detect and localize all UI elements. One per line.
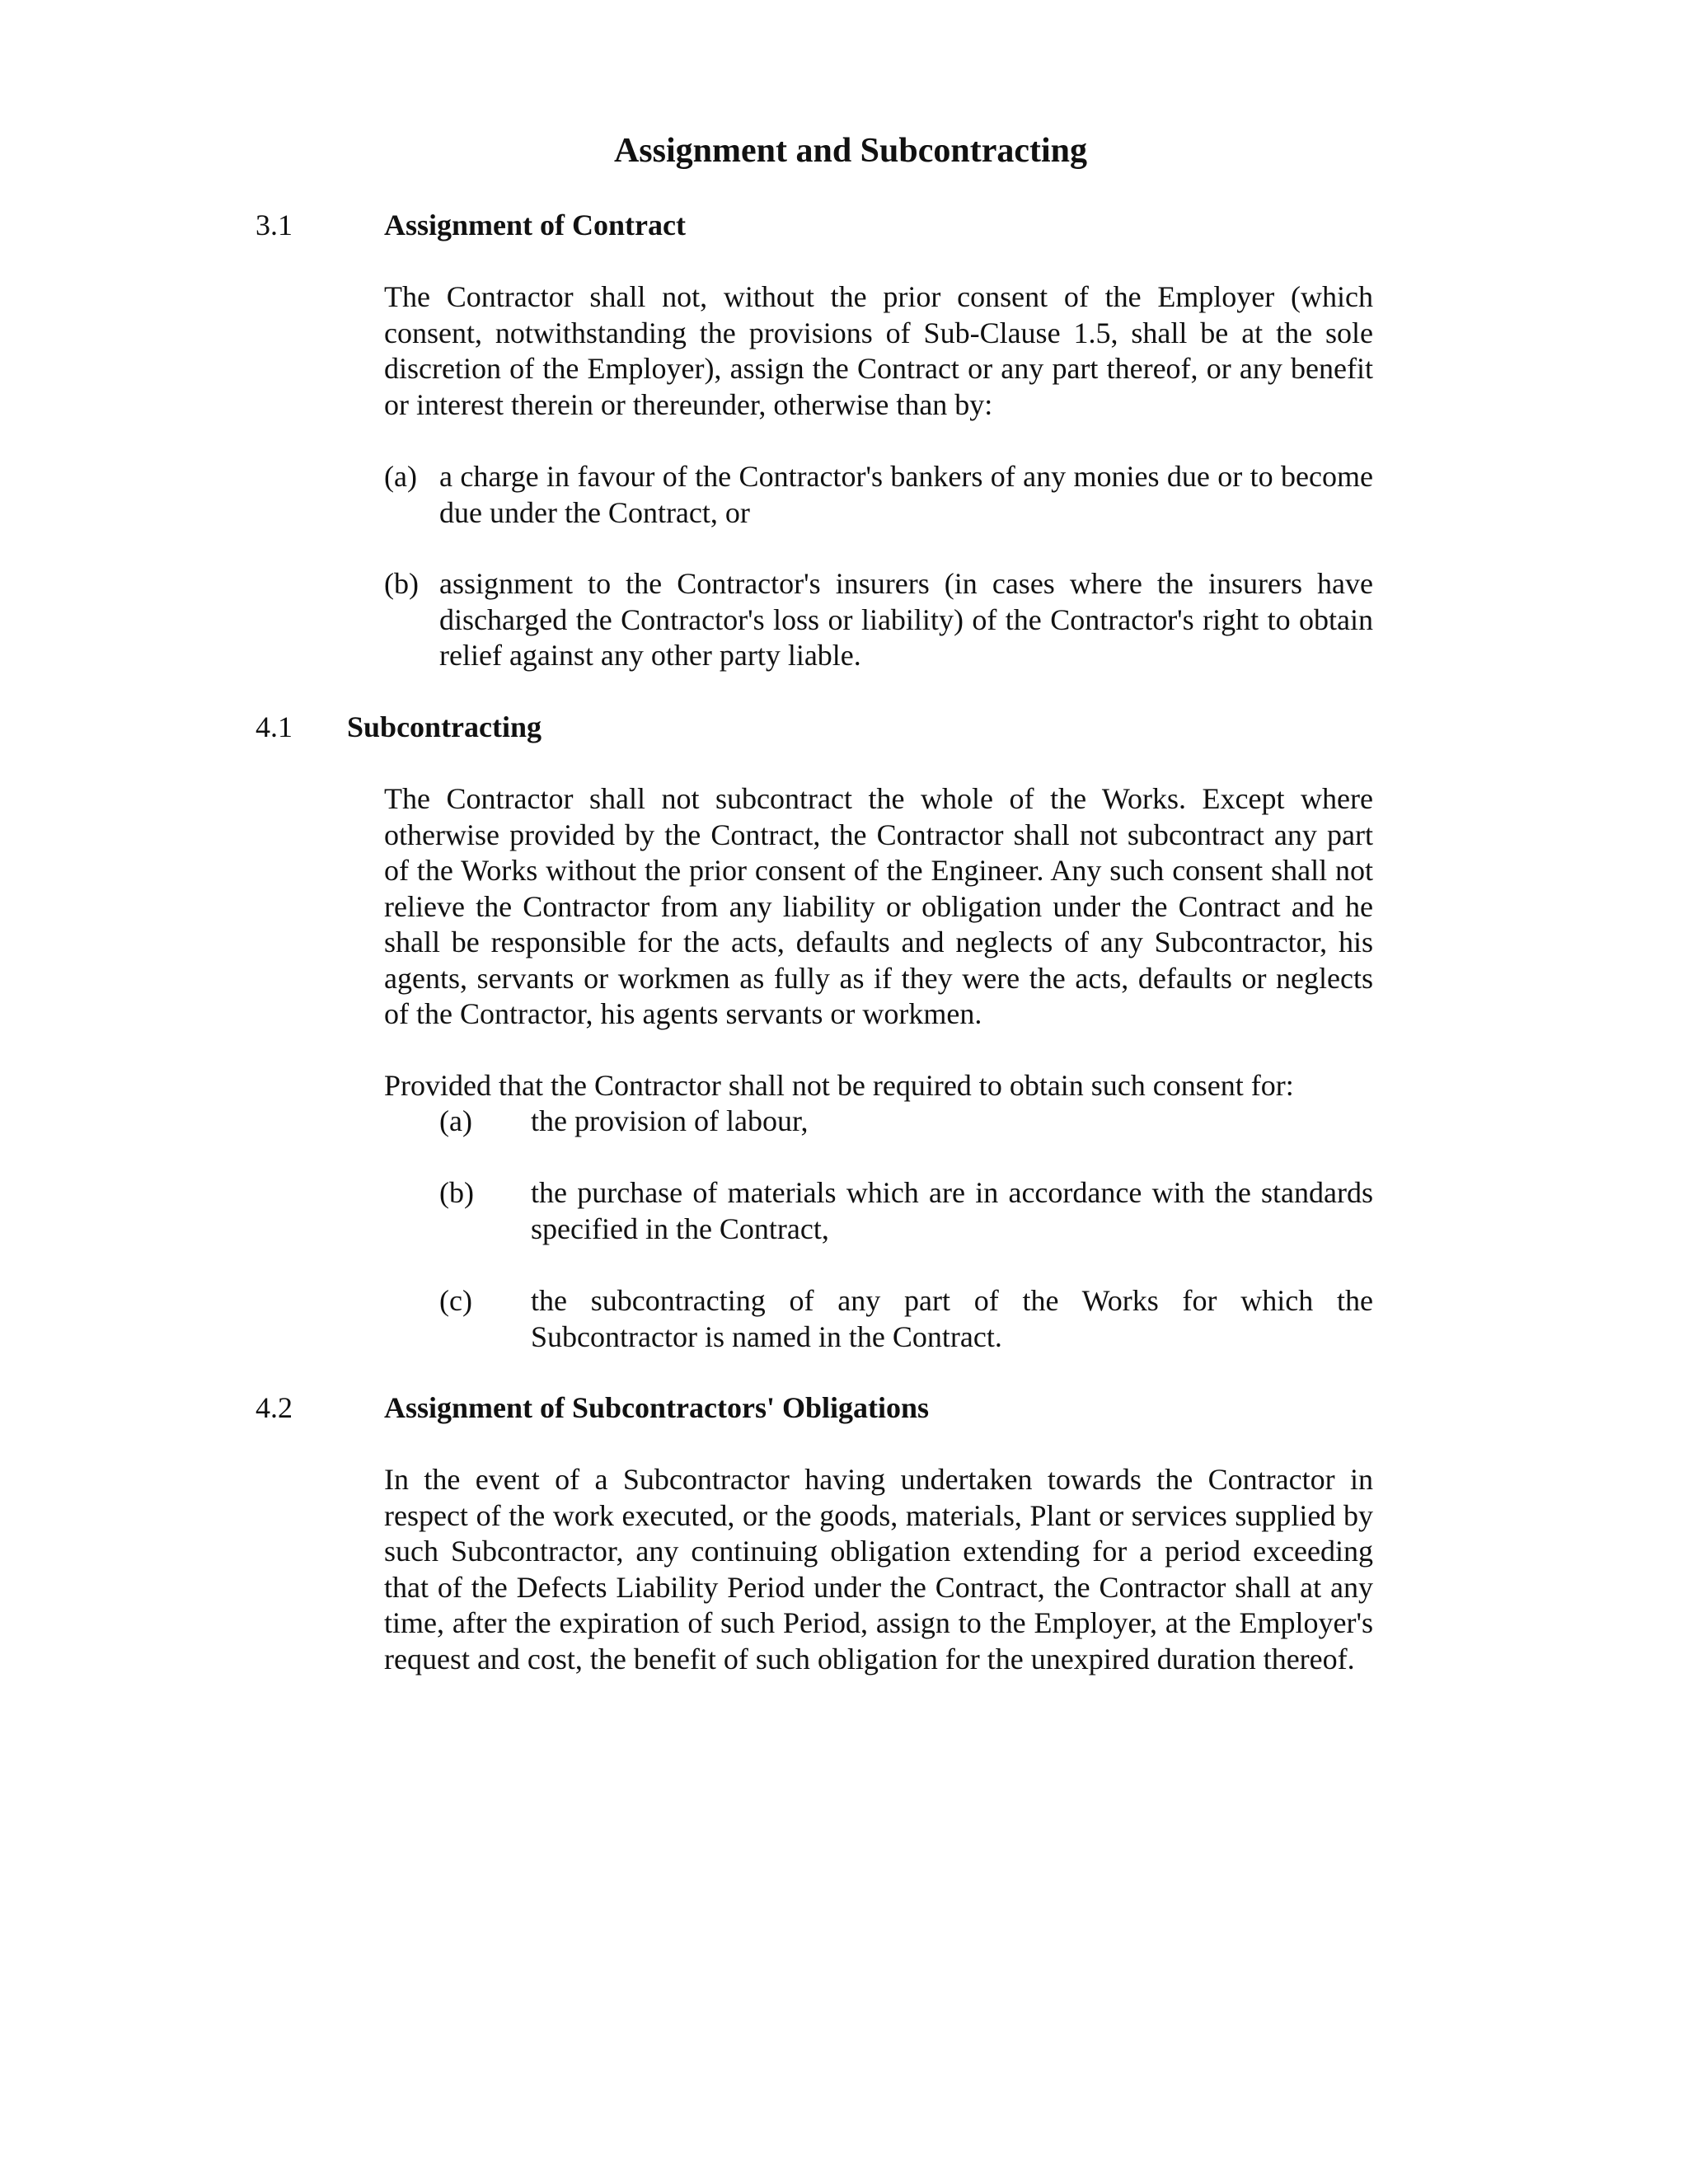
list-item-label: (b): [384, 567, 419, 600]
section-heading: Subcontracting: [347, 710, 542, 743]
list-item: [384, 566, 1373, 674]
section-heading: Assignment of Contract: [384, 209, 686, 241]
document-title: Assignment and Subcontracting: [613, 132, 1088, 170]
section-heading: Assignment of Subcontractors' Obligations: [384, 1391, 930, 1424]
list-item-label: (b): [439, 1176, 474, 1209]
list-item: [384, 459, 1373, 531]
section-paragraph: The Contractor shall not, without the prior consent of the Employer (which consent, notwithstanding the provisions of Sub-Clause 1.5, shall be at the sole discretion of the Employer), assign the Contract or any part thereof, or any benefit or interest therein or thereunder, otherwise than by:: [384, 280, 1373, 421]
list-item: [439, 1104, 1373, 1140]
list-item-label: (a): [439, 1104, 472, 1137]
list-item-text: the subcontracting of any part of the Works for which the Subcontractor is named in the Contract.: [531, 1284, 1373, 1353]
list-item: [439, 1283, 1373, 1355]
list-item-label: (c): [439, 1284, 472, 1317]
list-item: [439, 1175, 1373, 1247]
proviso-paragraph: Provided that the Contractor shall not be required to obtain such consent for:: [384, 1069, 1294, 1102]
list-item-text: the purchase of materials which are in accordance with the standards specified in the Contract,: [531, 1176, 1373, 1245]
section-paragraph: The Contractor shall not subcontract the whole of the Works. Except where otherwise provided by the Contract, the Contractor shall not subcontract any part of the Works without the prior consent of the Engineer. Any such consent shall not relieve the Contractor from any liability or obligation under the Contract and he shall be responsible for the acts, defaults and neglects of any Subcontractor, his agents, servants or workmen as fully as if they were the acts, defaults or neglects of the Contractor, his agents servants or workmen.: [384, 782, 1373, 1030]
list-item-text: a charge in favour of the Contractor's bankers of any monies due or to become due under the Contract, or: [439, 460, 1373, 529]
section-paragraph: In the event of a Subcontractor having undertaken towards the Contractor in respect of the work executed, or the goods, materials, Plant or services supplied by such Subcontractor, any continuing obligation extending for a period exceeding that of the Defects Liability Period under the Contract, the Contractor shall at any time, after the expiration of such Period, assign to the Employer, at the Employer's request and cost, the benefit of such obligation for the unexpired duration thereof.: [384, 1463, 1373, 1675]
section-number: 3.1: [256, 209, 293, 241]
list-item-label: (a): [384, 460, 417, 493]
list-item-text: assignment to the Contractor's insurers (in cases where the insurers have discharged the Contractor's loss or liability) of the Contractor's right to obtain relief against any other party liable.: [439, 567, 1373, 672]
list-item-text: the provision of labour,: [531, 1104, 809, 1137]
section-number: 4.2: [256, 1391, 293, 1424]
section-number: 4.1: [256, 710, 293, 743]
